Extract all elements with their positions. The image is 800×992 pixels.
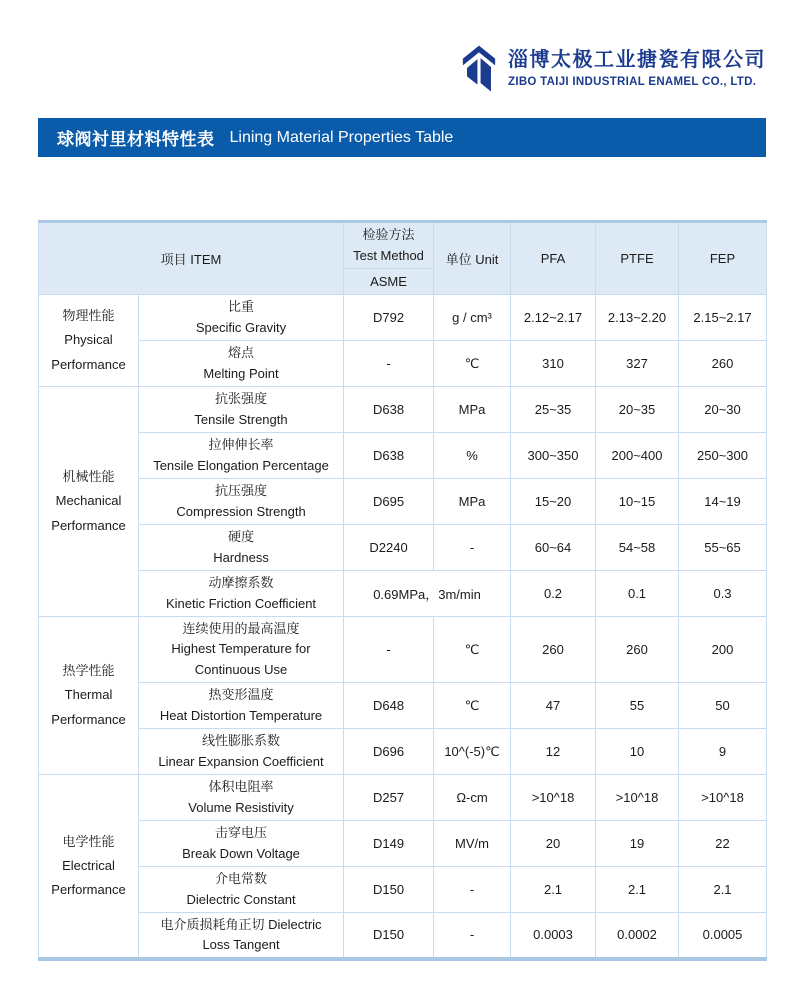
test-method-cell: D257 bbox=[344, 775, 434, 821]
test-method-cell: D2240 bbox=[344, 525, 434, 571]
table-row bbox=[39, 295, 767, 341]
test-condition-cell: 0.69MPa，3m/min bbox=[344, 571, 511, 617]
property-zh: 动摩擦系数 bbox=[208, 575, 274, 591]
property-zh: 熔点 bbox=[228, 345, 255, 361]
property-cell bbox=[139, 775, 344, 821]
value-cell-fep: 22 bbox=[679, 821, 767, 867]
property-zh: 线性膨胀系数 bbox=[202, 733, 281, 749]
property-zh: 连续使用的最高温度 bbox=[182, 621, 300, 637]
value-cell-fep: 200 bbox=[679, 617, 767, 683]
test-method-cell: D638 bbox=[344, 387, 434, 433]
company-name-block bbox=[508, 49, 766, 88]
value-cell-fep: 20~30 bbox=[679, 387, 767, 433]
company-name-en: ZIBO TAIJI INDUSTRIAL ENAMEL CO., LTD. bbox=[508, 75, 757, 88]
col-header-item: 项目 ITEM bbox=[39, 222, 344, 295]
unit-cell: - bbox=[434, 525, 511, 571]
unit-cell: - bbox=[434, 867, 511, 913]
test-method-cell: D695 bbox=[344, 479, 434, 525]
property-en: Break Down Voltage bbox=[182, 845, 300, 861]
property-cell bbox=[139, 387, 344, 433]
test-method-cell: D792 bbox=[344, 295, 434, 341]
category-en: Mechanical Performance bbox=[51, 493, 126, 533]
company-header bbox=[38, 42, 766, 94]
property-cell bbox=[139, 295, 344, 341]
unit-cell: ℃ bbox=[434, 617, 511, 683]
test-method-cell: D150 bbox=[344, 913, 434, 959]
property-cell bbox=[139, 341, 344, 387]
table-row bbox=[39, 571, 767, 617]
property-en: Compression Strength bbox=[176, 503, 306, 519]
property-zh: 电介质损耗角正切 Dielectric bbox=[160, 916, 322, 932]
value-cell-pfa: 0.2 bbox=[511, 571, 596, 617]
category-zh: 机械性能 bbox=[62, 469, 115, 485]
value-cell-ptfe: 260 bbox=[596, 617, 679, 683]
value-cell-ptfe: 0.1 bbox=[596, 571, 679, 617]
table-row bbox=[39, 729, 767, 775]
property-cell bbox=[139, 729, 344, 775]
value-cell-fep: 0.0005 bbox=[679, 913, 767, 959]
property-zh: 击穿电压 bbox=[215, 825, 268, 841]
value-cell-pfa: 2.12~2.17 bbox=[511, 295, 596, 341]
section-title-bar bbox=[38, 118, 766, 157]
property-en: Loss Tangent bbox=[202, 936, 280, 952]
property-en: Melting Point bbox=[203, 365, 279, 381]
company-name-zh: 淄博太极工业搪瓷有限公司 bbox=[508, 48, 766, 71]
unit-cell: g / cm³ bbox=[434, 295, 511, 341]
value-cell-ptfe: 19 bbox=[596, 821, 679, 867]
category-en: Physical Performance bbox=[51, 332, 126, 372]
category-cell bbox=[39, 775, 139, 959]
table-row bbox=[39, 775, 767, 821]
category-en: Thermal Performance bbox=[51, 687, 126, 727]
unit-cell: ℃ bbox=[434, 683, 511, 729]
taiji-arrow-logo-icon bbox=[460, 42, 498, 94]
test-method-cell: - bbox=[344, 341, 434, 387]
table-row bbox=[39, 821, 767, 867]
unit-cell: % bbox=[434, 433, 511, 479]
test-method-cell: D149 bbox=[344, 821, 434, 867]
value-cell-pfa: 25~35 bbox=[511, 387, 596, 433]
value-cell-pfa: 300~350 bbox=[511, 433, 596, 479]
property-zh: 介电常数 bbox=[215, 871, 268, 887]
value-cell-pfa: 12 bbox=[511, 729, 596, 775]
test-method-zh: 检验方法 bbox=[362, 227, 415, 243]
test-method-cell: D150 bbox=[344, 867, 434, 913]
unit-cell: ℃ bbox=[434, 341, 511, 387]
category-cell bbox=[39, 387, 139, 617]
value-cell-pfa: 310 bbox=[511, 341, 596, 387]
table-row bbox=[39, 683, 767, 729]
table-row bbox=[39, 433, 767, 479]
property-cell bbox=[139, 479, 344, 525]
property-cell bbox=[139, 821, 344, 867]
table-row bbox=[39, 479, 767, 525]
value-cell-pfa: 2.1 bbox=[511, 867, 596, 913]
property-en: Heat Distortion Temperature bbox=[159, 707, 323, 723]
value-cell-pfa: 60~64 bbox=[511, 525, 596, 571]
property-en: Tensile Elongation Percentage bbox=[153, 457, 329, 473]
table-row bbox=[39, 867, 767, 913]
lining-material-properties-table bbox=[38, 220, 767, 961]
property-cell bbox=[139, 913, 344, 959]
col-header-ptfe: PTFE bbox=[596, 222, 679, 295]
value-cell-fep: 2.1 bbox=[679, 867, 767, 913]
table-row bbox=[39, 913, 767, 959]
property-en: Kinetic Friction Coefficient bbox=[165, 595, 317, 611]
category-cell bbox=[39, 295, 139, 387]
test-method-cell: D648 bbox=[344, 683, 434, 729]
table-header bbox=[39, 222, 767, 295]
value-cell-fep: 0.3 bbox=[679, 571, 767, 617]
unit-cell: 10^(-5)℃ bbox=[434, 729, 511, 775]
value-cell-fep: 50 bbox=[679, 683, 767, 729]
test-method-en: Test Method bbox=[353, 247, 424, 263]
value-cell-fep: 14~19 bbox=[679, 479, 767, 525]
value-cell-ptfe: >10^18 bbox=[596, 775, 679, 821]
property-zh: 抗张强度 bbox=[215, 391, 268, 407]
table-body bbox=[39, 295, 767, 959]
value-cell-ptfe: 20~35 bbox=[596, 387, 679, 433]
col-header-test-method bbox=[344, 222, 434, 295]
property-zh: 比重 bbox=[228, 299, 255, 315]
page-title-en: Lining Material Properties Table bbox=[229, 128, 454, 146]
test-method-cell: D638 bbox=[344, 433, 434, 479]
value-cell-ptfe: 10 bbox=[596, 729, 679, 775]
value-cell-ptfe: 0.0002 bbox=[596, 913, 679, 959]
unit-cell: MPa bbox=[434, 387, 511, 433]
property-en: Dielectric Constant bbox=[186, 891, 296, 907]
value-cell-fep: 2.15~2.17 bbox=[679, 295, 767, 341]
property-zh: 拉伸伸长率 bbox=[208, 437, 274, 453]
test-method-cell: D696 bbox=[344, 729, 434, 775]
value-cell-pfa: 47 bbox=[511, 683, 596, 729]
col-header-unit: 单位 Unit bbox=[434, 222, 511, 295]
property-zh: 抗压强度 bbox=[215, 483, 268, 499]
category-en: Electrical Performance bbox=[51, 857, 126, 897]
value-cell-ptfe: 54~58 bbox=[596, 525, 679, 571]
property-cell bbox=[139, 683, 344, 729]
unit-cell: MV/m bbox=[434, 821, 511, 867]
property-en: Specific Gravity bbox=[195, 319, 287, 335]
value-cell-ptfe: 2.1 bbox=[596, 867, 679, 913]
test-method-label bbox=[344, 223, 433, 269]
col-header-fep: FEP bbox=[679, 222, 767, 295]
value-cell-fep: 260 bbox=[679, 341, 767, 387]
value-cell-pfa: 15~20 bbox=[511, 479, 596, 525]
test-method-cell: - bbox=[344, 617, 434, 683]
test-method-standard: ASME bbox=[370, 274, 407, 289]
col-header-pfa: PFA bbox=[511, 222, 596, 295]
property-en: Hardness bbox=[213, 549, 269, 565]
value-cell-pfa: 0.0003 bbox=[511, 913, 596, 959]
property-zh: 热变形温度 bbox=[208, 687, 274, 703]
table-row bbox=[39, 525, 767, 571]
property-cell bbox=[139, 433, 344, 479]
category-zh: 电学性能 bbox=[62, 833, 115, 849]
property-en: Volume Resistivity bbox=[188, 799, 294, 815]
value-cell-fep: 9 bbox=[679, 729, 767, 775]
value-cell-pfa: >10^18 bbox=[511, 775, 596, 821]
table-row bbox=[39, 617, 767, 683]
value-cell-ptfe: 200~400 bbox=[596, 433, 679, 479]
property-cell bbox=[139, 867, 344, 913]
value-cell-fep: >10^18 bbox=[679, 775, 767, 821]
property-zh: 体积电阻率 bbox=[208, 779, 274, 795]
category-cell bbox=[39, 617, 139, 775]
property-en: Highest Temperature for Continuous Use bbox=[171, 641, 311, 677]
value-cell-ptfe: 55 bbox=[596, 683, 679, 729]
page-title-zh: 球阀衬里材料特性表 bbox=[57, 130, 215, 149]
unit-cell: - bbox=[434, 913, 511, 959]
unit-cell: MPa bbox=[434, 479, 511, 525]
category-zh: 热学性能 bbox=[62, 663, 115, 679]
value-cell-pfa: 20 bbox=[511, 821, 596, 867]
value-cell-ptfe: 327 bbox=[596, 341, 679, 387]
table-header-row bbox=[39, 222, 767, 295]
property-en: Linear Expansion Coefficient bbox=[158, 753, 324, 769]
property-cell bbox=[139, 571, 344, 617]
value-cell-fep: 250~300 bbox=[679, 433, 767, 479]
table-row bbox=[39, 387, 767, 433]
property-zh: 硬度 bbox=[228, 529, 255, 545]
value-cell-pfa: 260 bbox=[511, 617, 596, 683]
category-zh: 物理性能 bbox=[62, 308, 115, 324]
value-cell-fep: 55~65 bbox=[679, 525, 767, 571]
table-row bbox=[39, 341, 767, 387]
value-cell-ptfe: 2.13~2.20 bbox=[596, 295, 679, 341]
property-cell bbox=[139, 617, 344, 683]
value-cell-ptfe: 10~15 bbox=[596, 479, 679, 525]
unit-cell: Ω-cm bbox=[434, 775, 511, 821]
property-cell bbox=[139, 525, 344, 571]
property-en: Tensile Strength bbox=[194, 411, 288, 427]
